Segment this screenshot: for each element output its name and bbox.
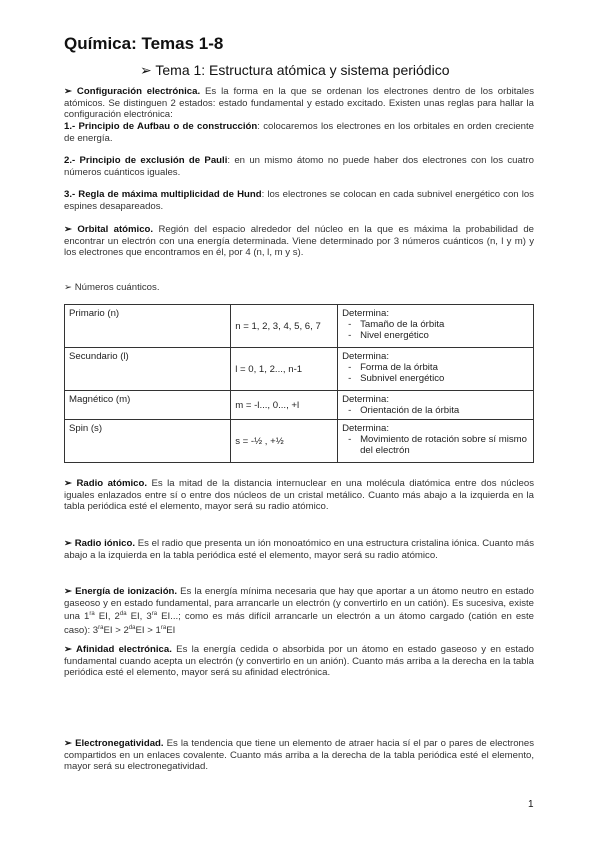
table-row — [65, 305, 534, 348]
rule1-paragraph — [64, 121, 534, 144]
determina-item: - Orientación de la órbita — [342, 405, 529, 416]
ionizacion-text: EI, 2 — [94, 611, 120, 623]
superscript: ra — [89, 611, 95, 617]
determina-label: Determina: — [342, 351, 389, 362]
superscript: ra — [98, 624, 104, 631]
table-cell-name: Primario (n) — [65, 305, 231, 348]
table-cell-determina — [338, 348, 534, 391]
determina-item: - Nivel energético — [342, 330, 529, 341]
table-cell-values: m = -l..., 0..., +l — [231, 391, 338, 420]
ionizacion-text: EI — [166, 624, 176, 636]
rule2-paragraph — [64, 155, 534, 178]
table-cell-values: n = 1, 2, 3, 4, 5, 6, 7 — [231, 305, 338, 348]
radio-ionico-paragraph — [64, 538, 534, 561]
orbital-paragraph — [64, 224, 534, 259]
orbital-text: Región del espacio alrededor del núcleo en la que es máxima la probabilidad de encontrar un electrón con una energía determinada. Viene determinado por 3 números cuánticos (n, l y m) y los electrones que encontramos en él, por 4 (n, l, m y s). — [64, 224, 534, 258]
table-cell-determina — [338, 305, 534, 348]
table-row — [65, 348, 534, 391]
radio-ionico-text: Es el radio que presenta un ión monoatómico en una estructura cristalina iónica. Cuanto más abajo a la izquierda en la tabla periódica esté el elemento, mayor será su radio atómico. — [64, 538, 535, 561]
config-paragraph — [64, 86, 534, 121]
determina-item: - Tamaño de la órbita — [342, 319, 529, 330]
ionizacion-heading: ➢ Energía de ionización. — [64, 586, 178, 597]
table-row — [65, 420, 534, 463]
superscript: ra — [160, 624, 167, 631]
quantum-numbers-table — [64, 304, 534, 463]
table-cell-determina — [338, 391, 534, 420]
rule2-label: 2.- Principio de exclusión de Pauli — [64, 155, 228, 166]
table-cell-name: Secundario (l) — [65, 348, 231, 391]
superscript: da — [119, 611, 127, 617]
ionizacion-text: EI...; como es más difícil arrancarle un electrón a un átomo cargado (catión en este caso): 3 — [64, 611, 534, 636]
numeros-heading: ➢ Números cuánticos. — [64, 282, 160, 293]
rule3-label: 3.- Regla de máxima multiplicidad de Hund — [64, 189, 262, 200]
afinidad-text: Es la energía cedida o absorbida por un átomo en estado gaseoso y en estado fundamental cuando acepta un electrón (y convertirlo en un anión). Cuanto más arriba a la derecha en la tabla periódica esté el elemento, mayor será su afinidad electrónica. — [64, 644, 534, 678]
determina-item: - Movimiento de rotación sobre sí mismo del electrón — [342, 434, 529, 456]
radio-atomico-paragraph — [64, 478, 534, 513]
ionizacion-text: Es la energía mínima necesaria que hay que aportar a un átomo neutro en estado gaseoso y en estado fundamental, para arrancarle un electrón (y convertirlo en un catión). Es sucesiva, existe una 1 — [64, 586, 534, 623]
determina-label: Determina: — [342, 394, 389, 405]
rule2-text: : en un mismo átomo no puede haber dos electrones con los cuatro números cuánticos iguales. — [64, 155, 534, 178]
radio-ionico-heading: ➢ Radio iónico. — [64, 538, 136, 549]
electroneg-paragraph — [64, 738, 534, 773]
electroneg-text: Es la tendencia que tiene un elemento de atraer hacia sí el par o pares de electrones compartidos en un enlaces covalente. Cuanto más arriba a la derecha de la tabla periódica esté el elemento, mayor será su electronegatividad. — [64, 738, 534, 772]
rule3-paragraph — [64, 189, 534, 212]
table-cell-values: l = 0, 1, 2..., n-1 — [231, 348, 338, 391]
table-cell-name: Magnético (m) — [65, 391, 231, 420]
table-row — [65, 391, 534, 420]
determina-label: Determina: — [342, 423, 389, 434]
section-subtitle: ➢ Tema 1: Estructura atómica y sistema periódico — [140, 62, 450, 78]
determina-item: - Subnivel energético — [342, 373, 529, 384]
rule1-text: : colocaremos los electrones en los orbitales en orden creciente de energía. — [64, 121, 534, 144]
document-title: Química: Temas 1-8 — [64, 34, 224, 53]
table-cell-values: s = -½ , +½ — [231, 420, 338, 463]
config-heading: ➢ Configuración electrónica. — [64, 86, 201, 97]
ionizacion-text: EI, 3 — [126, 611, 152, 623]
rule3-text: : los electrones se colocan en cada subnivel energético con los espines desapareados. — [64, 189, 534, 212]
superscript: ra — [151, 611, 158, 617]
rule1-label: 1.- Principio de Aufbau o de construcción — [64, 121, 258, 132]
orbital-heading: ➢ Orbital atómico. — [64, 224, 154, 235]
afinidad-heading: ➢ Afinidad electrónica. — [64, 644, 172, 655]
page-number: 1 — [528, 799, 534, 810]
determina-item: - Forma de la órbita — [342, 362, 529, 373]
radio-atomico-text: Es la mitad de la distancia internuclear en una molécula diatómica entre dos núcleos iguales enlazados entre sí o entre dos núcleos de un cristal metálico. Cuanto más abajo a la izquierda en la tabla periódica esté el elemento, mayor será su radio atómico. — [64, 478, 535, 512]
radio-atomico-heading: ➢ Radio atómico. — [64, 478, 148, 489]
afinidad-paragraph — [64, 644, 534, 679]
superscript: da — [128, 624, 136, 631]
determina-label: Determina: — [342, 308, 389, 319]
config-text: Es la forma en la que se ordenan los electrones dentro de los orbitales atómicos. Se distinguen 2 estados: estado fundamental y estado excitado. Existen unas reglas para hallar la configuración electrónica: — [64, 86, 535, 120]
table-cell-name: Spin (s) — [65, 420, 231, 463]
table-cell-determina — [338, 420, 534, 463]
ionizacion-text: EI > 1 — [135, 624, 161, 636]
ionizacion-paragraph — [64, 586, 534, 636]
electroneg-heading: ➢ Electronegatividad. — [64, 738, 164, 749]
ionizacion-text: EI > 2 — [103, 624, 129, 636]
